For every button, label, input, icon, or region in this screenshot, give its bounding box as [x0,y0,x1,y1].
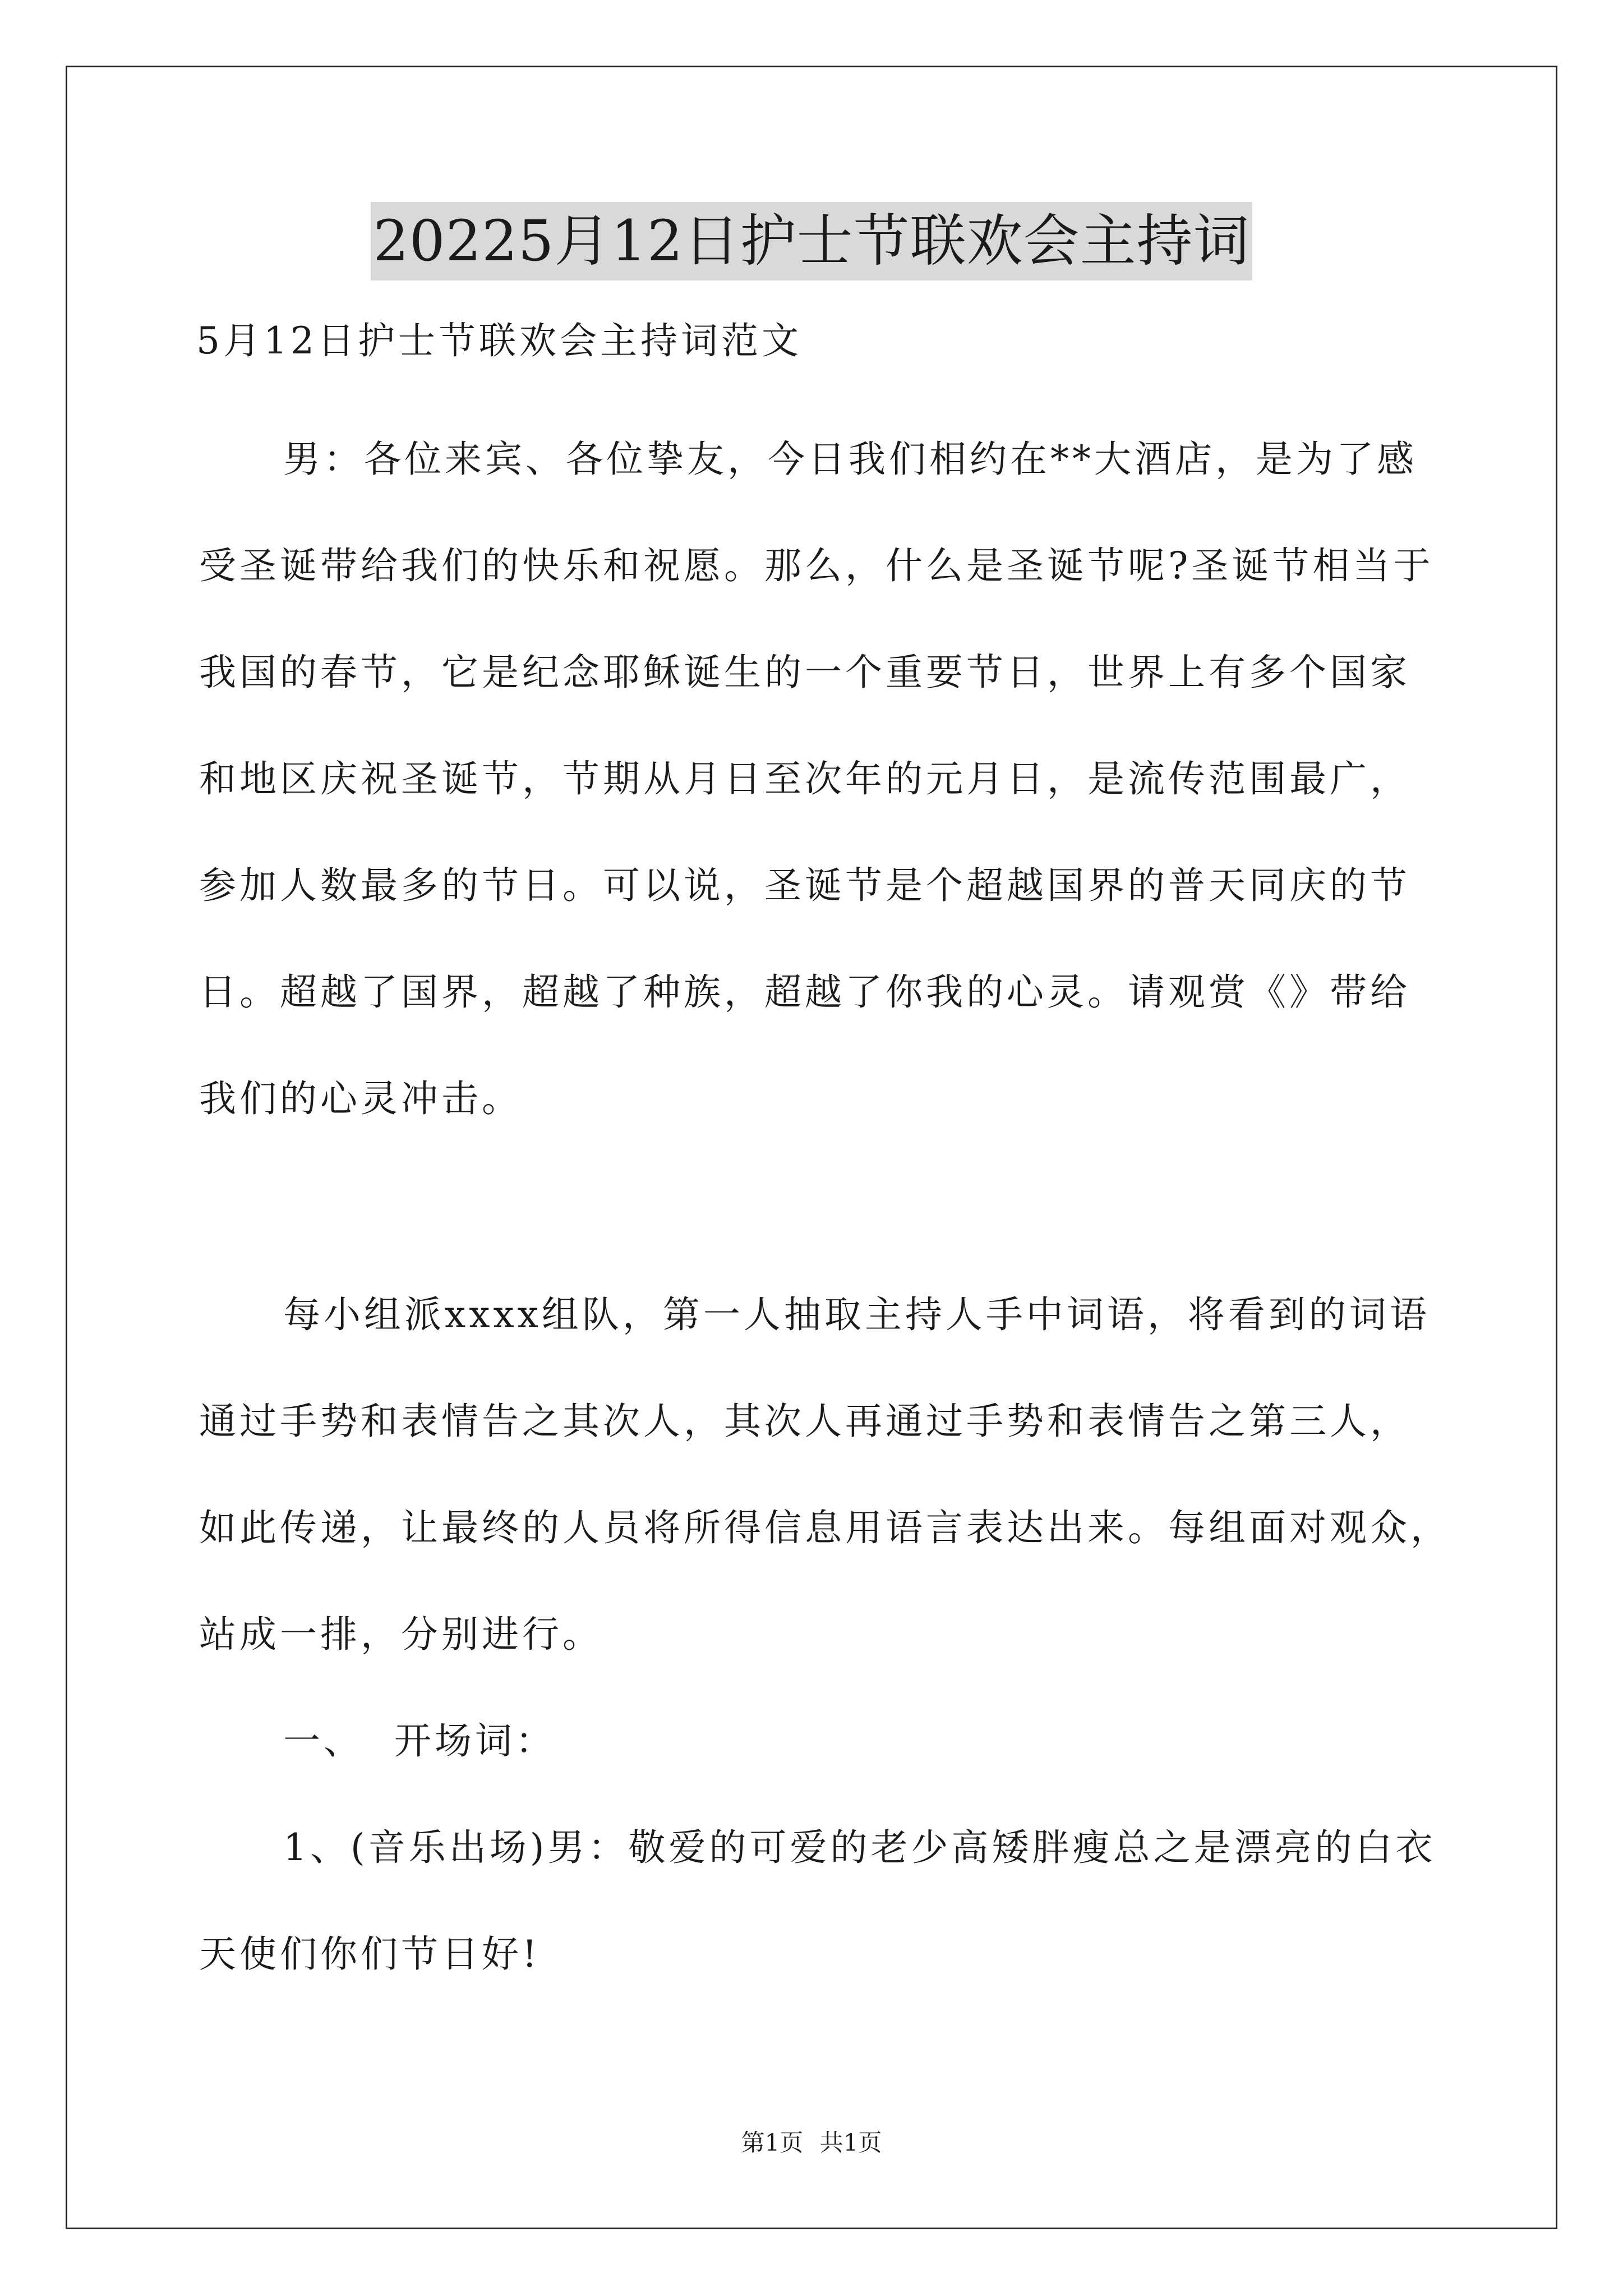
paragraph-line: 站成一排，分别进行。 [199,1613,603,1656]
page-number: 第1页 [741,2129,804,2156]
paragraph-opening [199,1818,1436,2031]
paragraph-line: 日。超越了国界，超越了种族，超越了你我的心灵。请观赏《》带给 [199,970,1410,1014]
paragraph-line: 我国的春节，它是纪念耶稣诞生的一个重要节日，世界上有多个国家 [199,651,1410,694]
paragraph-line: 1、(音乐出场)男：敬爱的可爱的老少高矮胖瘦总之是漂亮的白衣 [283,1826,1436,1869]
paragraph-line: 通过手势和表情告之其次人，其次人再通过手势和表情告之第三人， [199,1400,1410,1443]
document-title: 20225月12日护士节联欢会主持词 [371,202,1252,280]
paragraph-line: 男：各位来宾、各位挚友，今日我们相约在**大酒店，是为了感 [283,438,1417,481]
paragraph-line: 如此传递，让最终的人员将所得信息用语言表达出来。每组面对观众， [199,1506,1451,1549]
section-heading-block [199,1711,1433,1818]
page-footer [0,2126,1623,2160]
title-container [0,202,1623,280]
paragraph-intro [199,429,1433,1175]
section-heading: 一、 开场词： [283,1719,556,1763]
paragraph-game-rules [199,1285,1451,1711]
paragraph-line: 每小组派xxxx组队，第一人抽取主持人手中词语，将看到的词语 [283,1293,1430,1336]
document-subtitle: 5月12日护士节联欢会主持词范文 [196,319,802,362]
paragraph-line: 受圣诞带给我们的快乐和祝愿。那么，什么是圣诞节呢?圣诞节相当于 [199,544,1434,587]
paragraph-line: 和地区庆祝圣诞节，节期从月日至次年的元月日，是流传范围最广， [199,757,1410,800]
paragraph-line: 天使们你们节日好! [199,1932,541,1976]
paragraph-line: 我们的心灵冲击。 [199,1077,522,1120]
page-total: 共1页 [819,2129,882,2156]
paragraph-line: 参加人数最多的节日。可以说，圣诞节是个超越国界的普天同庆的节 [199,864,1410,907]
